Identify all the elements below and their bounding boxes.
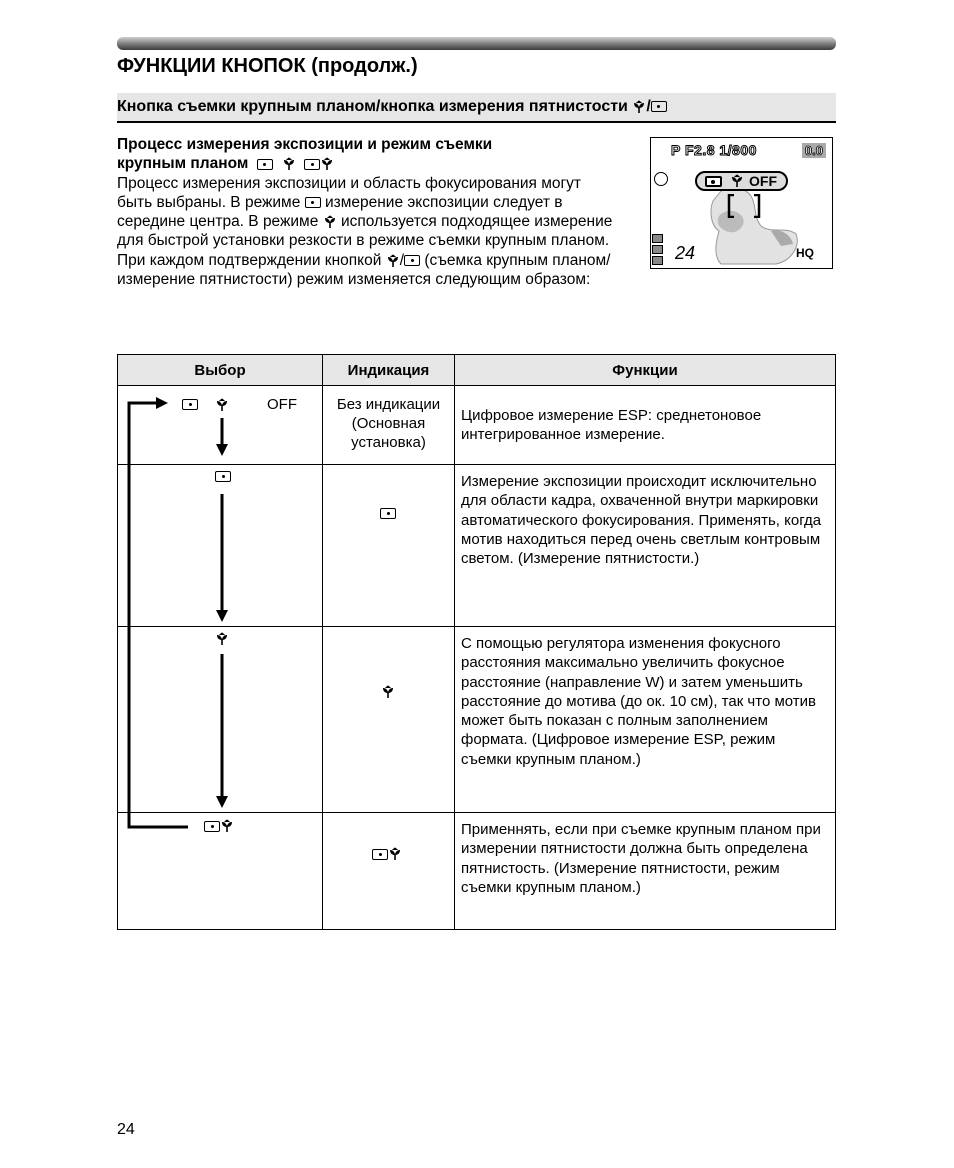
macro-icon [632, 100, 646, 114]
spot-metering-icon [404, 255, 420, 266]
indication-cell [323, 386, 455, 465]
col-header-function: Функции [455, 355, 836, 386]
table-row [118, 627, 836, 813]
off-label: OFF [267, 396, 297, 413]
col-header-indication: Индикация [323, 355, 455, 386]
function-cell [455, 813, 836, 930]
macro-icon [730, 174, 744, 188]
select-sequence [182, 396, 297, 413]
spot-metering-icon [304, 159, 320, 170]
spot-metering-icon [257, 159, 273, 170]
mode-table [117, 354, 836, 930]
lcd-quality: HQ [796, 246, 814, 260]
function-cell [455, 386, 836, 465]
spot-metering-icon [182, 399, 198, 410]
indication-text: Без индикации (Основная установка) [336, 396, 441, 451]
function-text: Применнять, если при съемке крупным планом при измерении пятнистости должна быть определена пятнистость. (Измерение пятнистости, режим съемки крупным планом.) [461, 821, 821, 896]
intro-heading-line2: крупным планом [117, 155, 249, 173]
table-row [118, 386, 836, 465]
spot-metering-icon [215, 471, 231, 482]
spot-metering-icon [380, 508, 396, 519]
macro-icon [215, 398, 229, 412]
intro-para-4: (съемка крупным планом/измерение пятнистости) режим изменяется следующим образом: [117, 251, 611, 289]
select-cell [118, 627, 323, 813]
section-heading-text: Кнопка съемки крупным планом/кнопка измерения пятнистости [117, 98, 628, 115]
spot-metering-icon [372, 849, 388, 860]
function-text: С помощью регулятора изменения фокусного расстояния максимально увеличить фокусное расстояние (направление W) и затем уменьшить расстояние до мотива (до ок. 10 см), так что мотив может быть показан с полным заполнением формата. (Цифровое измерение ESP, режим съемки крупным планом.) [461, 635, 817, 768]
lcd-shot-count: 24 [675, 243, 696, 263]
af-target-mark [727, 194, 761, 218]
macro-icon [282, 157, 296, 171]
select-sequence [204, 819, 234, 833]
function-cell [455, 465, 836, 627]
intro-para-1: Процесс измерения экспозиции и область фокусирования могут быть выбраны. В режиме [117, 174, 582, 211]
indication-cell [323, 465, 455, 627]
function-cell [455, 627, 836, 813]
lcd-mode-indicator [695, 171, 788, 191]
battery-indicator [652, 234, 663, 267]
intro-heading [117, 135, 617, 174]
indication-cell [323, 813, 455, 930]
page-title: ФУНКЦИИ КНОПОК (продолж.) [117, 55, 418, 77]
section-heading: Кнопка съемки крупным планом/кнопка измерения пятнистости / [117, 98, 667, 116]
macro-icon [386, 254, 400, 268]
lcd-off-label: OFF [749, 173, 777, 189]
table-row [118, 465, 836, 627]
top-decorative-bar [117, 37, 836, 50]
macro-icon [220, 819, 234, 833]
macro-icon [320, 157, 334, 171]
indication-icons [372, 845, 402, 862]
spot-metering-icon [651, 101, 667, 112]
table-row [118, 813, 836, 930]
select-cell [118, 465, 323, 627]
select-cell [118, 813, 323, 930]
lcd-exposure-readout: P F2.8 1/800 [671, 142, 757, 158]
page-number: 24 [117, 1121, 135, 1138]
intro-heading-line1: Процесс измерения экспозиции и режим съемки [117, 136, 493, 153]
intro-para-3: используется подходящее измерение для быстрой установки резкости в режиме съемки крупным планом. При каждом подтверждении кнопкой [117, 213, 613, 269]
select-cell [118, 386, 323, 465]
macro-icon [388, 847, 402, 861]
spot-metering-icon [705, 176, 722, 187]
function-text: Измерение экспозиции происходит исключительно для области кадра, охваченной внутри маркировки автоматического фокусирования. Применять, когда мотив находиться перед очень светлым контровым светом. (Измерение пятнистости.) [461, 473, 822, 568]
table-header-row [118, 355, 836, 386]
lcd-display [650, 137, 833, 269]
intro-para-2: измерение экспозиции следует в середине центра. В режиме [117, 193, 563, 231]
lcd-ev-value: 0.0 [802, 143, 826, 158]
macro-icon [381, 685, 395, 699]
spot-metering-icon [204, 821, 220, 832]
col-header-select: Выбор [118, 355, 323, 386]
macro-icon [215, 632, 229, 646]
spot-metering-icon [305, 197, 321, 208]
macro-icon [323, 215, 337, 229]
indication-cell [323, 627, 455, 813]
flash-icon [654, 172, 668, 186]
intro-text: Процесс измерения экспозиции и режим съемки крупным планом Процесс измерения экспозиции и область фокусирования могут быть выбраны. В режиме измерение экспозиции следует в середине центра. В режиме используется подходящее измерение для быстрой установки резкости в режиме съемки крупным планом. При каждом подтверждении кнопкой / (съемка крупным планом/измерение пятнистости) режим изменяется следующим образом: [117, 135, 617, 289]
function-text: Цифровое измерение ESP: среднетоновое интегрированное измерение. [461, 406, 762, 443]
